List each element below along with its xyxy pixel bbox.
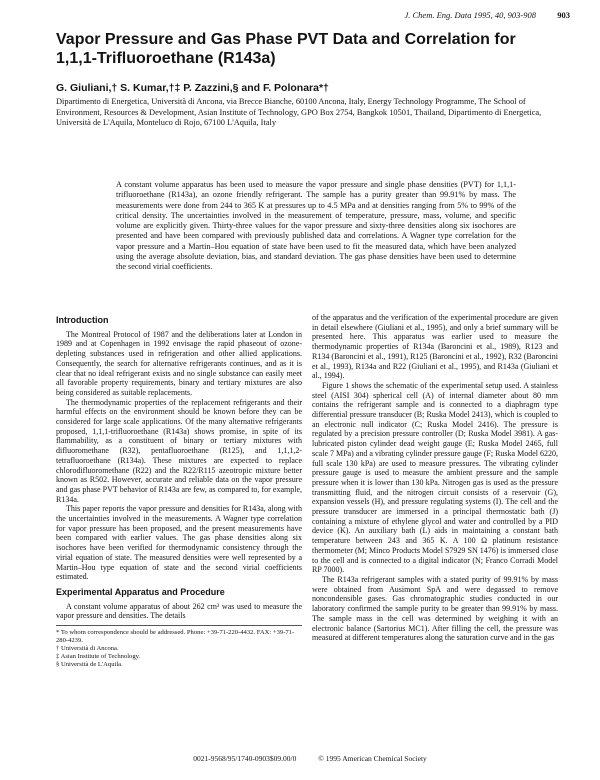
page-number: 903 xyxy=(557,10,570,20)
intro-paragraph: The Montreal Protocol of 1987 and the deliberations later at London in 1989 and at Copenhagen in 1992 envisage the rapid phaseout of ozone-depleting substances used in refrigeration and other allied applications. Consequently, the search for alternative refrigerants continues, and as it is clear that no ideal refrigerant exists and no single substance can easily meet all favorable property requirements, binary and tertiary mixtures are also being considered as suitable replacements. xyxy=(56,329,302,397)
footnote: * To whom correspondence should be addressed. Phone: +39-71-220-4432. FAX: +39-71-280-4239. xyxy=(56,629,295,645)
introduction-heading: Introduction xyxy=(56,315,109,325)
intro-paragraph: The thermodynamic properties of the replacement refrigerants and their harmful effects on the environment should be known before they can be considered for large scale applications. Of the many alternative refrigerants proposed, 1,1,1-trifluoroethane (R143a) shows promise, in spite of its flammability, as a constituent of binary or tertiary mixtures with difluoromethane (R32), pentafluoroethane (R125), and 1,1,1,2-tetrafluoroethane (R134a). These mixtures are expected to replace chlorodifluoromethane (R22) and the R22/R115 azeotropic mixture better known as R502. However, accurate and reliable data on the vapor pressure and gas phase PVT behavior of R143a are few, as compared to, for example, R134a. xyxy=(56,397,302,504)
body-paragraph: of the apparatus and the verification of the experimental procedure are given in detail elsewhere (Giuliani et al., 1995), and only a brief summary will be presented here. This apparatus was earlier used to measure the thermodynamic properties of R134a (Baroncini et al., 1989), R123 and R134 (Baroncini et al., 1991), R125 (Baroncini et al., 1992), R32 (Baroncini et al., 1993), R134a and R22 (Giuliani et al., 1995), and R143a (Giuliani et al., 1994). xyxy=(312,313,558,381)
experimental-heading: Experimental Apparatus and Procedure xyxy=(56,586,225,597)
body-paragraph: Figure 1 shows the schematic of the experimental setup used. A stainless steel (AISI 304) spherical cell (A) of internal diameter about 80 mm contains the refrigerant sample and is connected to a diaphragm type differential pressure transducer (B; Ruska Model 2413), which is coupled to an electronic null indicator (C; Ruska Model 2416). The pressure is regulated by a precision pressure controller (D; Ruska Model 3981). A gas-lubricated piston cylinder dead weight gauge (E; Ruska Model 2465, full scale 7 MPa) and a vibrating cylinder pressure gauge (F; Ruska Model 6220, full scale 130 kPa) are used to measure pressures. The vibrating cylinder pressure gauge is used to measure the ambient pressure and the sample pressure when it is lower than 130 kPa. Nitrogen gas is used as the pressure transmitting fluid, and the nitrogen circuit consists of a reservoir (G), expansion vessels (H), and pressure regulating systems (I). The cell and the pressure transducer are immersed in a principal thermostatic bath (J) containing a mixture of ethylene glycol and water and controlled by a PID device (K). An auxiliary bath (L) aids in maintaining a constant bath temperature between 243 and 365 K. A 100 Ω platinum resistance thermometer (M; Minco Products Model S7929 SN 1476) is immersed close to the cell and is connected to a digital indicator (N; Franco Corradi Model RP 7000). xyxy=(312,380,558,575)
page-footer xyxy=(120,754,500,763)
left-column xyxy=(56,313,302,669)
copyright-notice: © 1995 American Chemical Society xyxy=(318,754,427,763)
footnote: § Università de L'Aquila. xyxy=(56,661,123,669)
experimental-paragraph: A constant volume apparatus of about 262 cm³ was used to measure the vapor pressure and densities. The details xyxy=(56,601,302,621)
footnotes xyxy=(56,625,302,669)
journal-citation: J. Chem. Eng. Data 1995, 40, 903-908 xyxy=(404,10,536,20)
footnote: ‡ Asian Institute of Technology. xyxy=(56,653,141,661)
author-list: G. Giuliani,† S. Kumar,†‡ P. Zazzini,§ and F. Polonara*† xyxy=(56,82,329,94)
body-paragraph: The R143a refrigerant samples with a stated purity of 99.91% by mass were obtained from Ausimont SpA and were degassed to remove noncondensible gases. Gas chromatographic studies conducted in our laboratory confirmed the sample purity to be greater than 99.91% by mass. The sample mass in the cell was determined by weighing it with an electronic balance (Sartorius MC1). After filling the cell, the pressure was measured at different temperatures along the saturation curve and in the gas xyxy=(312,574,558,643)
right-column xyxy=(312,313,558,643)
abstract: A constant volume apparatus has been used to measure the vapor pressure and single phase densities (PVT) for 1,1,1-trifluoroethane (R143a), an ozone friendly refrigerant. The sample has a purity greater than 99.91% by mass. The measurements were done from 244 to 365 K at pressures up to 4.5 MPa and at densities ranging from 5% to 99% of the critical density. The uncertainties involved in the measurement of temperature, pressure, mass, volume, and specific volume are explicitly given. Thirty-three values for the vapor pressure and sixty-three densities along six isochores are presented and have been compared with previously published data and correlations. A Wagner type correlation for the vapor pressure and a Martin–Hou equation of state have been used to fit the measured data, which have been analyzed using the average absolute deviation, bias, and standard deviation. The gas phase densities have been used to determine the second virial coefficients. xyxy=(116,180,516,272)
doi-code: 0021-9568/95/1740-0903$09.00/0 xyxy=(193,754,297,763)
footnote: † Università di Ancona. xyxy=(56,645,119,653)
journal-header xyxy=(56,10,570,22)
author-affiliations: Dipartimento di Energetica, Università di Ancona, via Brecce Bianche, 60100 Ancona, Italy, Energy Technology Programme, The School of Environment, Resources & Development, Asian Institute of Technology, GPO Box 2754, Bangkok 10501, Thailand, Dipartimento di Energetica, Università de L'Aquila, Monteluco di Rojo, 67100 L'Aquila, Italy xyxy=(56,97,542,128)
intro-paragraph: This paper reports the vapor pressure and densities for R143a, along with the uncertainties involved in the measurements. A Wagner type correlation for vapor pressure has been proposed, and the present measurements have been compared with earlier values. The gas phase densities along six isochores have been verified for thermodynamic consistency through the virial equation of state. The measured densities were well represented by a Martin–Hou type equation of state and the second virial coefficients estimated. xyxy=(56,504,302,582)
article-title: Vapor Pressure and Gas Phase PVT Data and Correlation for 1,1,1-Trifluoroethane (R143a) xyxy=(56,31,516,67)
